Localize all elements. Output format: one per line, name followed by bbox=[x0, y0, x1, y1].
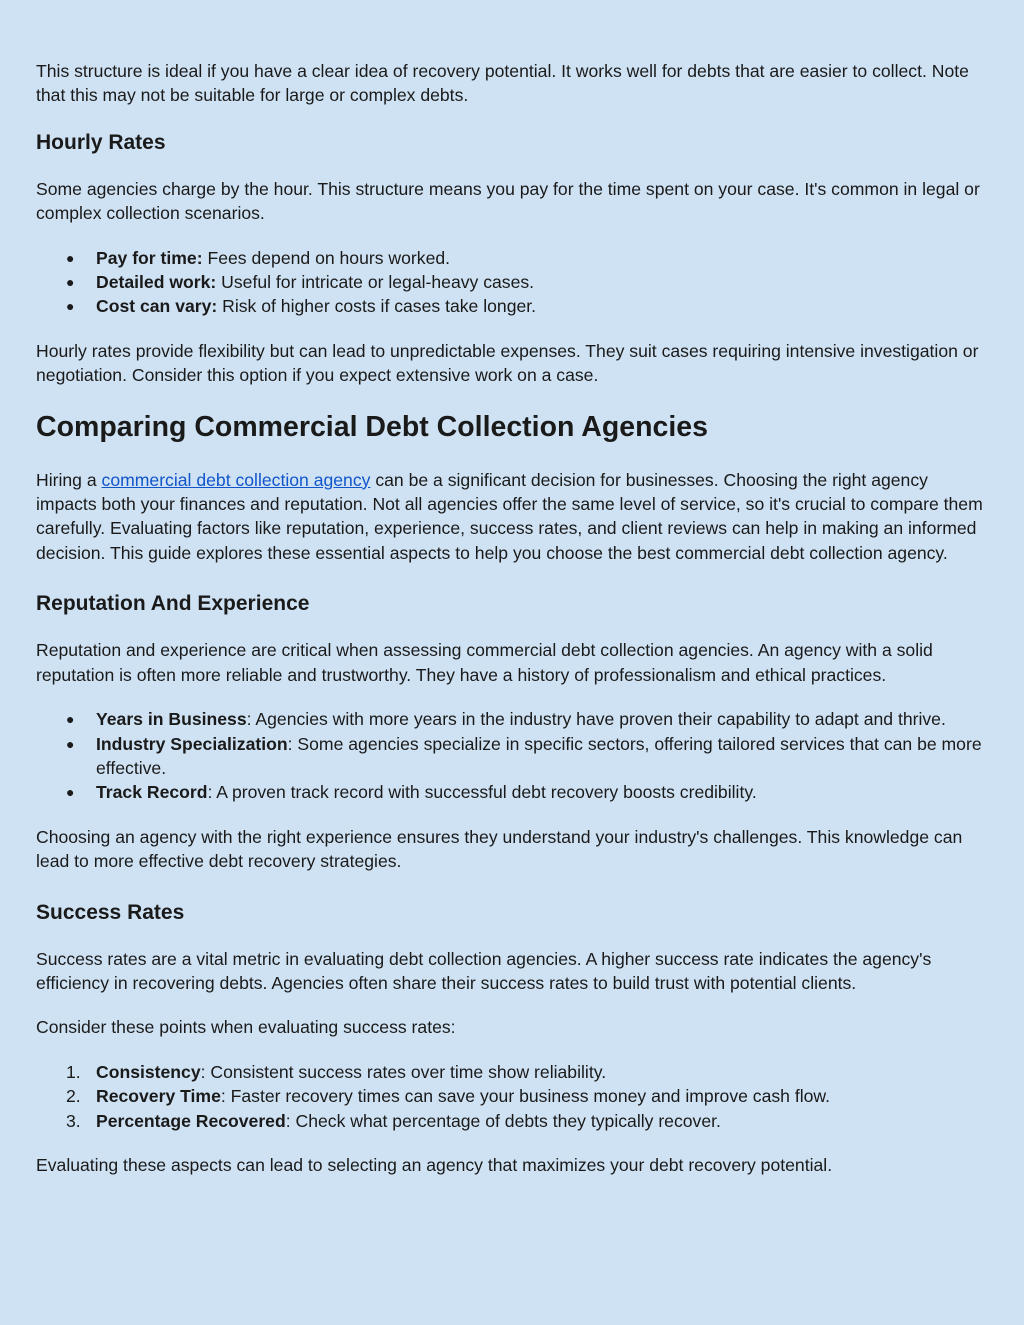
list-item-text: : A proven track record with successful debt recovery boosts credibility. bbox=[207, 782, 757, 803]
list-item-text: Useful for intricate or legal-heavy cases. bbox=[216, 272, 535, 293]
comparing-rest: can be a significant decision for businesses. Choosing the right agency impacts both your finances and reputation. Not all agencies offer the same level of service, so it's crucial to compare them carefully. Evaluating factors like reputation, experience, success rates, and client reviews can help in making an informed decision. This guide explores these essential aspects to help you choose the best commercial debt collection agency. bbox=[36, 469, 983, 563]
list-item-text: : Faster recovery times can save your business money and improve cash flow. bbox=[220, 1086, 831, 1107]
reputation-heading: Reputation And Experience bbox=[36, 592, 310, 616]
list-item-label: Track Record bbox=[96, 782, 208, 803]
list-item bbox=[36, 780, 988, 804]
bullet-icon: ● bbox=[66, 784, 75, 801]
reputation-closing: Choosing an agency with the right experience ensures they understand your industry's challenges. This knowledge can lead to more effective debt recovery strategies. bbox=[36, 826, 963, 872]
comparing-paragraph bbox=[36, 468, 988, 566]
comparing-heading: Comparing Commercial Debt Collection Agencies bbox=[36, 410, 708, 443]
list-item-text: : Consistent success rates over time show reliability. bbox=[200, 1061, 607, 1082]
list-item bbox=[36, 294, 988, 318]
list-number: 1. bbox=[66, 1061, 81, 1082]
bullet-icon: ● bbox=[66, 298, 75, 315]
success-closing: Evaluating these aspects can lead to selecting an agency that maximizes your debt recovery potential. bbox=[36, 1154, 833, 1175]
success-list bbox=[36, 1060, 988, 1133]
success-paragraph: Success rates are a vital metric in evaluating debt collection agencies. A higher success rate indicates the agency's efficiency in recovering debts. Agencies often share their success rates to build trust with potential clients. bbox=[36, 948, 932, 993]
success-heading: Success Rates bbox=[36, 900, 185, 924]
success-lead-in: Consider these points when evaluating success rates: bbox=[36, 1017, 456, 1038]
hourly-rates-paragraph: Some agencies charge by the hour. This structure means you pay for the time spent on your case. It's common in legal or complex collection scenarios. bbox=[36, 178, 980, 224]
list-item-text: : Some agencies specialize in specific sectors, offering tailored services that can be more effective. bbox=[96, 733, 982, 778]
list-item-label: Recovery Time bbox=[96, 1086, 221, 1107]
agency-link[interactable]: commercial debt collection agency bbox=[101, 469, 371, 490]
list-item-label: Pay for time: bbox=[96, 247, 203, 268]
list-number: 2. bbox=[66, 1086, 81, 1107]
hourly-rates-closing: Hourly rates provide flexibility but can lead to unpredictable expenses. They suit cases requiring intensive investigation or negotiation. Consider this option if you expect extensive work on a case. bbox=[36, 340, 979, 386]
list-item-text: Fees depend on hours worked. bbox=[202, 247, 451, 268]
hourly-rates-list bbox=[36, 246, 988, 319]
list-item-label: Years in Business bbox=[96, 709, 247, 730]
list-number: 3. bbox=[66, 1110, 81, 1131]
list-item bbox=[36, 1109, 988, 1133]
list-item-label: Detailed work: bbox=[96, 272, 217, 293]
reputation-paragraph: Reputation and experience are critical when assessing commercial debt collection agencies. An agency with a solid reputation is often more reliable and trustworthy. They have a history of professionalism and ethical practices. bbox=[36, 640, 933, 685]
reputation-list bbox=[36, 707, 988, 805]
list-item-label: Cost can vary: bbox=[96, 296, 218, 317]
list-item bbox=[36, 707, 988, 731]
list-item-text: Risk of higher costs if cases take longer. bbox=[217, 296, 537, 317]
list-item-text: : Check what percentage of debts they typically recover. bbox=[285, 1110, 721, 1131]
list-item-text: : Agencies with more years in the industry have proven their capability to adapt and thrive. bbox=[246, 709, 946, 730]
comparing-lead: Hiring a bbox=[36, 469, 102, 490]
bullet-icon: ● bbox=[66, 274, 75, 291]
list-item bbox=[36, 270, 988, 294]
list-item-label: Percentage Recovered bbox=[96, 1110, 286, 1131]
list-item-label: Industry Specialization bbox=[96, 733, 288, 754]
intro-paragraph: This structure is ideal if you have a clear idea of recovery potential. It works well for debts that are easier to collect. Note that this may not be suitable for large or complex debts. bbox=[36, 61, 969, 106]
bullet-icon: ● bbox=[66, 711, 75, 728]
list-item bbox=[36, 1084, 988, 1108]
list-item bbox=[36, 246, 988, 270]
bullet-icon: ● bbox=[66, 249, 75, 266]
list-item-label: Consistency bbox=[96, 1061, 201, 1082]
list-item bbox=[36, 732, 988, 781]
list-item bbox=[36, 1060, 988, 1084]
hourly-rates-heading: Hourly Rates bbox=[36, 130, 166, 154]
bullet-icon: ● bbox=[66, 735, 75, 752]
